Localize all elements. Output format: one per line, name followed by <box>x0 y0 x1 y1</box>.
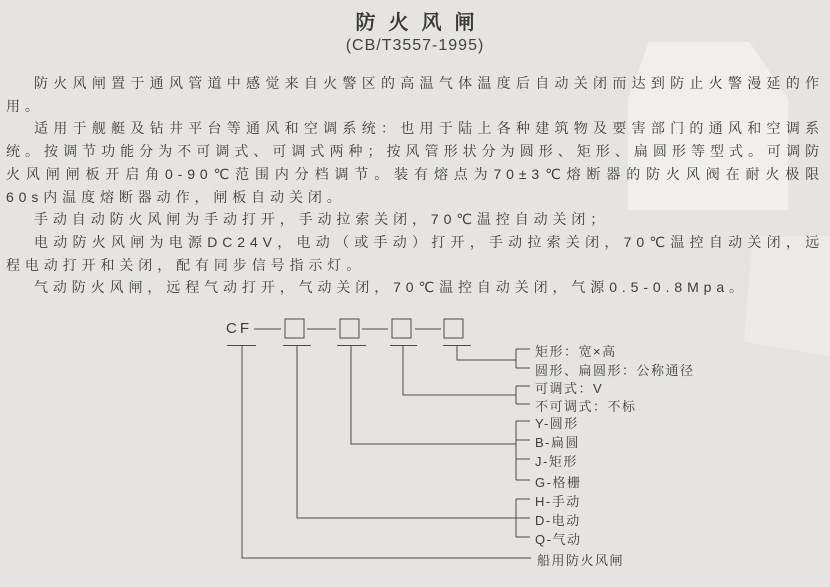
code-label-drive-pneumatic: Q-气动 <box>535 532 582 547</box>
code-box-shape <box>340 319 359 338</box>
code-box-size <box>444 319 463 338</box>
code-label-shape-round: Y-圆形 <box>535 416 579 431</box>
code-label-shape-rect: J-矩形 <box>535 454 578 469</box>
code-label-drive-manual: H-手动 <box>535 494 581 509</box>
model-code-prefix: CF <box>226 320 252 337</box>
standard-number: (CB/T3557-1995) <box>345 37 485 54</box>
page-title: 防火风闸 <box>355 12 488 34</box>
code-label-rect-size: 矩形：宽×高 <box>535 344 617 359</box>
code-label-adjustable: 可调式：V <box>535 381 604 396</box>
code-label-drive-electric: D-电动 <box>535 513 581 528</box>
code-label-non-adjustable: 不可调式：不标 <box>535 399 637 414</box>
code-label-round-size: 圆形、扁圆形：公称通径 <box>535 363 695 378</box>
paragraph-electric-type: 电动防火风闸为电源DC24V，电动（或手动）打开，手动拉索关闭，70℃温控自动关闭，远程电动打开和关闭，配有同步信号指示灯。 <box>6 233 824 273</box>
code-box-drive <box>285 319 304 338</box>
paragraph-manual-type: 手动自动防火风闸为手动打开，手动拉索关闭，70℃温控自动关闭； <box>34 211 610 228</box>
code-label-product-name: 船用防火风闸 <box>537 553 625 568</box>
code-label-shape-grille: G-格栅 <box>535 475 582 490</box>
paragraph-description: 防火风闸置于通风管道中感觉来自火警区的高温气体温度后自动关闭而达到防止火警漫延的作用。 <box>6 75 824 114</box>
paragraph-pneumatic-type: 气动防火风闸，远程气动打开，气动关闭，70℃温控自动关闭，气源0.5-0.8Mpa。 <box>34 279 748 296</box>
paragraph-application: 适用于舰艇及钻井平台等通风和空调系统：也用于陆上各种建筑物及要害部门的通风和空调系统。按调节功能分为不可调式、可调式两种；按风管形状分为圆形、矩形、扁圆形等型式。可调防火风闸闸板开启角0-90℃范围内分档调节。装有熔点为70±3℃熔断器的防火风阀在耐火极限60s内温度熔断器动作，闸板自动关闭。 <box>6 120 824 205</box>
code-box-adjust <box>392 319 411 338</box>
code-label-shape-oval: B-扁圆 <box>535 435 581 450</box>
